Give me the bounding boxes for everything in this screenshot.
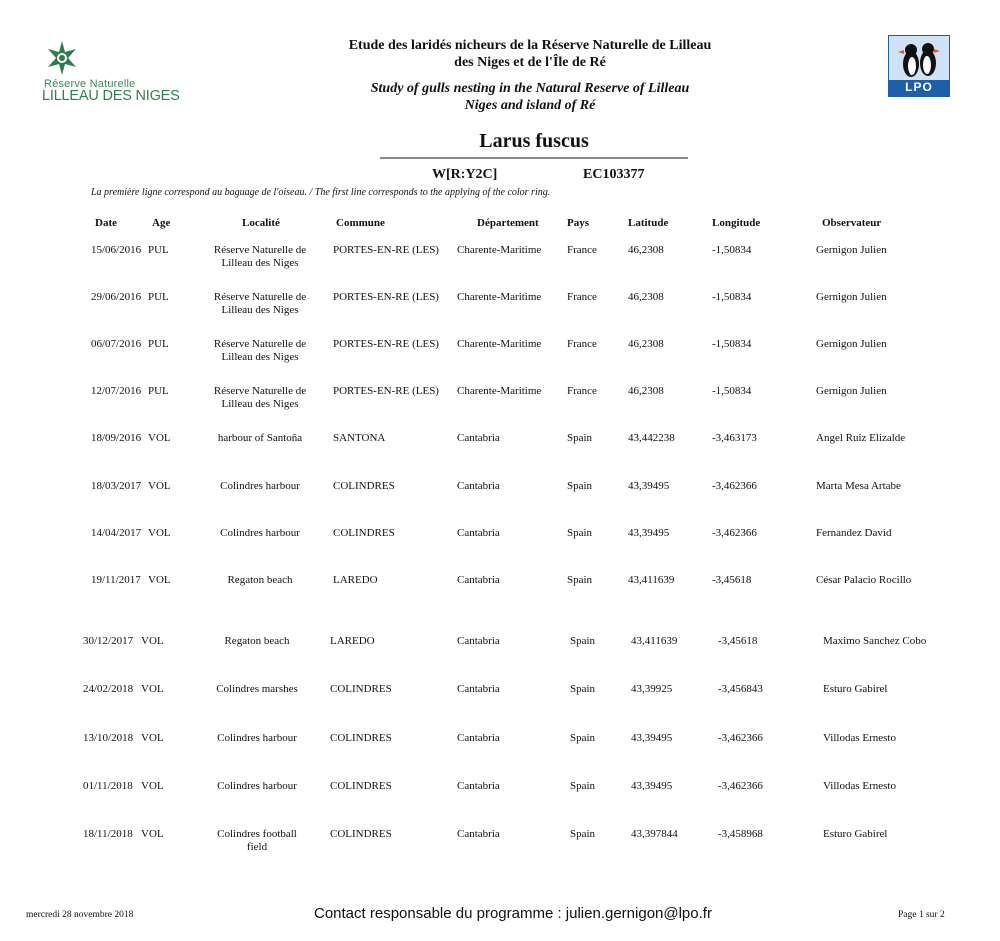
cell-localite — [214, 244, 306, 270]
cell-age: VOL — [148, 480, 171, 492]
cell-longitude: -3,463173 — [712, 432, 757, 444]
cell-observateur: Maximo Sanchez Cobo — [823, 635, 927, 647]
cell-longitude: -3,456843 — [718, 683, 763, 695]
cell-commune: COLINDRES — [333, 480, 395, 492]
cell-localite-line: Regaton beach — [224, 635, 290, 647]
lpo-text: LPO — [905, 80, 933, 94]
cell-localite — [217, 828, 297, 854]
cell-localite-line: harbour of Santoña — [217, 432, 303, 444]
cell-pays: Spain — [570, 732, 596, 744]
cell-localite-line: Lilleau des Niges — [221, 304, 299, 316]
cell-observateur: Gernigon Julien — [816, 338, 887, 350]
cell-commune: COLINDRES — [330, 780, 392, 792]
cell-departement: Cantabria — [457, 635, 500, 647]
cell-departement: Cantabria — [457, 480, 500, 492]
cell-localite-line: field — [246, 841, 268, 853]
cell-localite-line: Lilleau des Niges — [221, 257, 299, 269]
cell-pays: Spain — [570, 780, 596, 792]
cell-longitude: -1,50834 — [712, 385, 752, 397]
header-longitude: Longitude — [712, 217, 761, 229]
cell-localite-line: Colindres harbour — [220, 480, 300, 492]
cell-date: 29/06/2016 — [91, 291, 142, 303]
note: La première ligne correspond au baguage de l'oiseau. / The first line corresponds to the applying of the color ring. — [91, 187, 551, 198]
star-leaf-icon — [44, 40, 80, 76]
cell-localite — [220, 480, 300, 493]
cell-observateur: Gernigon Julien — [816, 244, 887, 256]
cell-localite — [214, 338, 306, 364]
header-observateur: Observateur — [822, 217, 882, 229]
cell-commune: PORTES-EN-RE (LES) — [333, 338, 439, 350]
footer-page: Page 1 sur 2 — [898, 910, 945, 920]
cell-observateur: Esturo Gabirel — [823, 828, 888, 840]
cell-localite-line: Lilleau des Niges — [221, 398, 299, 410]
cell-date: 18/03/2017 — [91, 480, 142, 492]
cell-age: PUL — [148, 385, 169, 397]
cell-localite — [224, 635, 289, 648]
cell-departement: Charente-Maritime — [457, 244, 542, 256]
cell-date: 18/09/2016 — [91, 432, 142, 444]
cell-localite — [214, 291, 306, 317]
title-english — [290, 80, 770, 114]
cell-latitude: 43,39925 — [631, 683, 673, 695]
cell-age: VOL — [148, 527, 171, 539]
cell-localite-line: Colindres harbour — [220, 527, 300, 539]
title-fr-line2: des Niges et de l'Île de Ré — [454, 55, 606, 70]
cell-departement: Cantabria — [457, 683, 500, 695]
cell-commune: LAREDO — [333, 574, 378, 586]
cell-pays: Spain — [567, 432, 593, 444]
cell-latitude: 43,39495 — [631, 732, 673, 744]
cell-longitude: -3,462366 — [718, 780, 763, 792]
cell-localite-line: Regaton beach — [227, 574, 293, 586]
cell-latitude: 43,39495 — [628, 527, 670, 539]
cell-latitude: 43,411639 — [628, 574, 675, 586]
cell-latitude: 43,397844 — [631, 828, 678, 840]
cell-longitude: -1,50834 — [712, 338, 752, 350]
cell-commune: COLINDRES — [330, 683, 392, 695]
cell-observateur: Fernandez David — [816, 527, 892, 539]
cell-pays: Spain — [567, 527, 593, 539]
cell-observateur: Villodas Ernesto — [823, 780, 896, 792]
cell-longitude: -3,462366 — [712, 480, 757, 492]
cell-latitude: 43,411639 — [631, 635, 678, 647]
cell-longitude: -3,45618 — [718, 635, 758, 647]
cell-departement: Charente-Maritime — [457, 291, 542, 303]
title-en-line1: Study of gulls nesting in the Natural Reserve of Lilleau — [370, 81, 690, 96]
cell-pays: Spain — [570, 635, 596, 647]
cell-commune: PORTES-EN-RE (LES) — [333, 244, 439, 256]
cell-pays: Spain — [567, 480, 593, 492]
header-departement: Département — [477, 217, 539, 229]
logo-line2: LILLEAU DES NIGES — [42, 88, 180, 104]
ring-number: EC103377 — [583, 167, 645, 182]
cell-localite — [214, 385, 306, 411]
cell-observateur: Gernigon Julien — [816, 291, 887, 303]
cell-departement: Charente-Maritime — [457, 385, 542, 397]
header-commune: Commune — [336, 217, 385, 229]
cell-pays: France — [567, 338, 597, 350]
cell-date: 14/04/2017 — [91, 527, 142, 539]
cell-localite — [220, 527, 300, 540]
cell-pays: Spain — [567, 574, 593, 586]
cell-observateur: César Palacio Rocillo — [816, 574, 912, 586]
cell-longitude: -1,50834 — [712, 291, 752, 303]
cell-departement: Cantabria — [457, 732, 500, 744]
cell-date: 15/06/2016 — [91, 244, 142, 256]
species-divider — [380, 157, 688, 159]
cell-localite-line: Réserve Naturelle de — [213, 244, 307, 256]
cell-longitude: -3,462366 — [712, 527, 757, 539]
cell-age: VOL — [148, 574, 171, 586]
cell-latitude: 46,2308 — [628, 291, 664, 303]
cell-commune: SANTONA — [333, 432, 386, 444]
logo-line1: Réserve Naturelle — [44, 78, 136, 90]
cell-date: 24/02/2018 — [83, 683, 134, 695]
cell-localite — [227, 574, 292, 587]
cell-pays: France — [567, 291, 597, 303]
cell-latitude: 46,2308 — [628, 385, 664, 397]
header-pays: Pays — [567, 217, 589, 229]
header-age: Age — [152, 217, 171, 229]
cell-localite — [217, 732, 297, 745]
footer-contact: Contact responsable du programme : julien.gernigon@lpo.fr — [314, 905, 712, 922]
cell-date: 06/07/2016 — [91, 338, 142, 350]
cell-commune: LAREDO — [330, 635, 375, 647]
cell-age: PUL — [148, 291, 169, 303]
cell-age: VOL — [141, 635, 164, 647]
cell-departement: Charente-Maritime — [457, 338, 542, 350]
cell-longitude: -1,50834 — [712, 244, 752, 256]
cell-date: 13/10/2018 — [83, 732, 134, 744]
cell-observateur: Marta Mesa Artabe — [816, 480, 901, 492]
cell-age: VOL — [141, 828, 164, 840]
cell-latitude: 46,2308 — [628, 338, 664, 350]
cell-departement: Cantabria — [457, 574, 500, 586]
title-fr-line1: Etude des laridés nicheurs de la Réserve Naturelle de Lilleau — [348, 38, 712, 53]
cell-commune: COLINDRES — [330, 732, 392, 744]
title-french — [290, 37, 770, 71]
cell-departement: Cantabria — [457, 780, 500, 792]
species-name: Larus fuscus — [479, 130, 589, 152]
cell-longitude: -3,458968 — [718, 828, 763, 840]
reserve-logo — [40, 40, 180, 110]
ring-code: W[R:Y2C] — [432, 167, 498, 182]
cell-observateur: Villodas Ernesto — [823, 732, 896, 744]
cell-commune: COLINDRES — [333, 527, 395, 539]
cell-localite-line: Colindres harbour — [217, 780, 297, 792]
cell-localite-line: Colindres marshes — [216, 683, 298, 695]
cell-localite — [216, 683, 298, 696]
cell-localite-line: Colindres football — [217, 828, 297, 840]
cell-longitude: -3,45618 — [712, 574, 752, 586]
cell-date: 01/11/2018 — [83, 780, 133, 792]
cell-pays: France — [567, 385, 597, 397]
cell-date: 30/12/2017 — [83, 635, 134, 647]
cell-date: 19/11/2017 — [91, 574, 141, 586]
header-latitude: Latitude — [628, 217, 669, 229]
header-localite: Localité — [242, 217, 280, 229]
cell-age: PUL — [148, 338, 169, 350]
cell-departement: Cantabria — [457, 828, 500, 840]
cell-latitude: 46,2308 — [628, 244, 664, 256]
cell-pays: Spain — [570, 683, 596, 695]
cell-localite-line: Réserve Naturelle de — [213, 291, 307, 303]
cell-commune: COLINDRES — [330, 828, 392, 840]
cell-observateur: Esturo Gabirel — [823, 683, 888, 695]
footer-date: mercredi 28 novembre 2018 — [26, 910, 134, 920]
cell-localite-line: Réserve Naturelle de — [213, 385, 307, 397]
cell-commune: PORTES-EN-RE (LES) — [333, 385, 439, 397]
cell-localite — [218, 432, 302, 445]
title-en-line2: Niges and island of Ré — [464, 98, 596, 113]
cell-observateur: Angel Ruiz Elizalde — [816, 432, 906, 444]
cell-localite-line: Lilleau des Niges — [221, 351, 299, 363]
cell-age: VOL — [141, 732, 164, 744]
cell-latitude: 43,39495 — [631, 780, 673, 792]
header-date: Date — [95, 217, 117, 229]
cell-pays: France — [567, 244, 597, 256]
cell-longitude: -3,462366 — [718, 732, 763, 744]
cell-latitude: 43,39495 — [628, 480, 670, 492]
cell-date: 18/11/2018 — [83, 828, 133, 840]
cell-observateur: Gernigon Julien — [816, 385, 887, 397]
cell-age: VOL — [141, 683, 164, 695]
cell-localite-line: Colindres harbour — [217, 732, 297, 744]
cell-localite-line: Réserve Naturelle de — [213, 338, 307, 350]
cell-pays: Spain — [570, 828, 596, 840]
cell-departement: Cantabria — [457, 432, 500, 444]
cell-age: PUL — [148, 244, 169, 256]
cell-departement: Cantabria — [457, 527, 500, 539]
cell-date: 12/07/2016 — [91, 385, 142, 397]
cell-age: VOL — [148, 432, 171, 444]
cell-localite — [217, 780, 297, 793]
lpo-logo — [888, 35, 950, 97]
cell-latitude: 43,442238 — [628, 432, 675, 444]
cell-age: VOL — [141, 780, 164, 792]
cell-commune: PORTES-EN-RE (LES) — [333, 291, 439, 303]
